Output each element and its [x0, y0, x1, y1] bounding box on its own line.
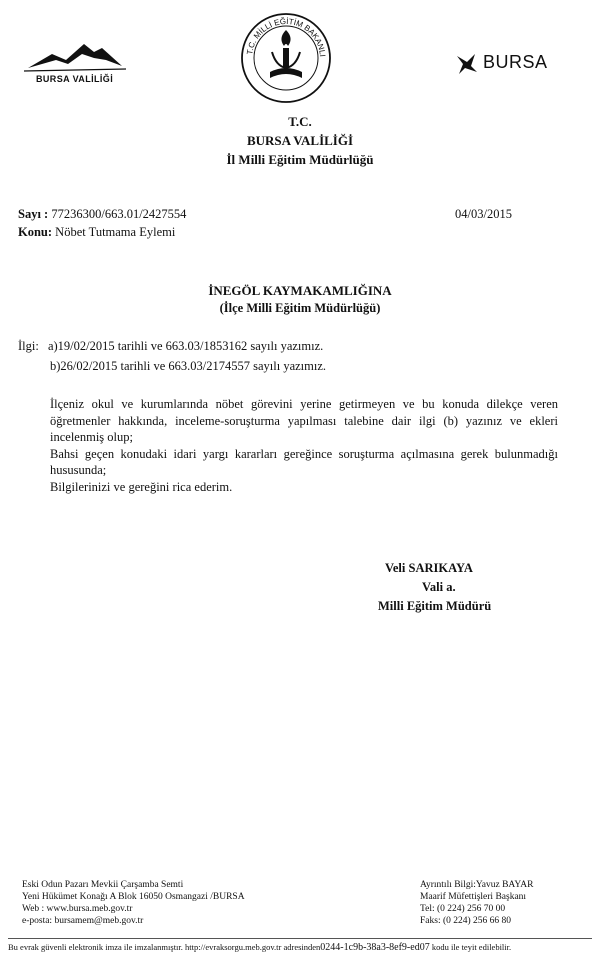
konu-row	[18, 225, 175, 240]
footer-contact	[420, 879, 533, 927]
letter-body	[50, 396, 558, 495]
bursa-city-logo	[455, 50, 565, 80]
ilgi-label: İlgi:	[18, 339, 39, 353]
footer-address-line: Yeni Hükümet Konağı A Blok 16050 Osmangazi /BURSA	[22, 892, 245, 902]
center-logo-text: T.C. MİLLİ EĞİTİM BAKANLI	[245, 16, 327, 58]
title-valilik: BURSA VALİLİĞİ	[246, 133, 354, 148]
footer-web[interactable]: Web : www.bursa.meb.gov.tr	[22, 904, 133, 914]
bursa-emblem-icon	[455, 52, 479, 76]
body-paragraph-2: Bahsi geçen konudaki idari yargı kararları gereğince soruşturma açılmasına gerek bulunmadığı hususunda;	[50, 446, 558, 477]
footer-verification-note	[8, 942, 598, 953]
sayi-row	[18, 207, 186, 222]
title-mudurluk: İl Milli Eğitim Müdürlüğü	[226, 152, 374, 167]
ilgi-a-row	[18, 339, 323, 354]
addressee-subtitle: (İlçe Milli Eğitim Müdürlüğü)	[219, 301, 381, 315]
sayi-value: 77236300/663.01/2427554	[51, 207, 187, 221]
body-paragraph-3: Bilgilerinizi ve gereğini rica ederim.	[50, 479, 233, 494]
ilgi-b: b)26/02/2015 tarihli ve 663.03/2174557 sayılı yazımız.	[50, 359, 327, 373]
addressee-title: İNEGÖL KAYMAKAMLIĞINA	[208, 283, 392, 298]
footer-email[interactable]: e-posta: bursamem@meb.gov.tr	[22, 916, 144, 926]
konu-value: Nöbet Tutmama Eylemi	[55, 225, 176, 239]
verification-prefix: Bu evrak güvenli elektronik imza ile imzalanmıştır. http://evraksorgu.meb.gov.tr adresinden	[8, 942, 321, 952]
footer-phone: Tel: (0 224) 256 70 00	[420, 904, 506, 914]
verification-suffix: kodu ile teyit edilebilir.	[431, 942, 512, 952]
right-logo-text: BURSA	[483, 52, 548, 72]
signatory-name: Veli SARIKAYA	[385, 561, 473, 575]
document-date: 04/03/2015	[455, 207, 512, 221]
verification-code: 0244-1c9b-38a3-8ef9-ed07	[320, 942, 430, 953]
mountain-icon	[22, 38, 132, 72]
sayi-label: Sayı :	[18, 207, 49, 221]
footer-contact-line: Ayrıntılı Bilgi:Yavuz BAYAR	[420, 880, 534, 890]
footer-contact-line: Maarif Müfettişleri Başkanı	[420, 892, 527, 902]
ilgi-a: a)19/02/2015 tarihli ve 663.03/1853162 sayılı yazımız.	[47, 339, 324, 353]
body-paragraph-1: İlçeniz okul ve kurumlarında nöbet görevini yerine getirmeyen ve bu konuda dilekçe veren öğretmenler hakkında, inceleme-soruşturma yapılması talebine dair ilgi (b) yazınız ve ekleri incelenmiş olup;	[50, 397, 558, 444]
footer-address-line: Eski Odun Pazarı Mevkii Çarşamba Semti	[22, 880, 184, 890]
left-logo-text: BURSA VALİLİĞİ	[36, 74, 114, 84]
signatory-title-1: Vali a.	[422, 580, 456, 594]
konu-label: Konu:	[18, 225, 53, 239]
meb-logo	[236, 8, 336, 108]
footer-fax: Faks: (0 224) 256 66 80	[420, 916, 512, 926]
bursa-valiligi-logo	[22, 38, 132, 90]
title-tc: T.C.	[288, 114, 312, 129]
footer-divider	[8, 938, 592, 939]
footer-address	[22, 879, 245, 927]
signatory-title-2: Milli Eğitim Müdürü	[378, 599, 492, 613]
